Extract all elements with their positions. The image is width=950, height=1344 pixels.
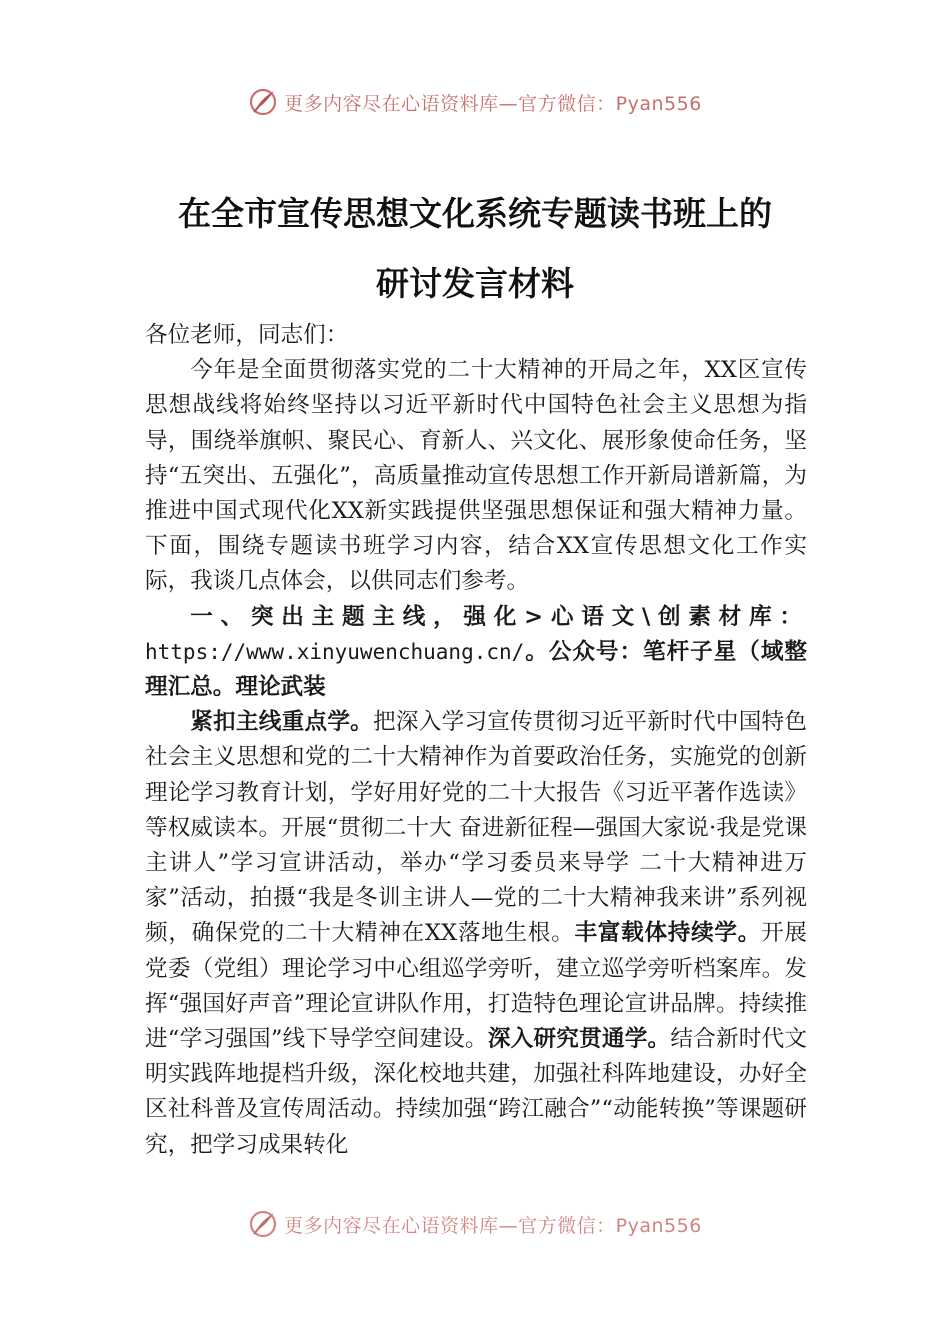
document-body xyxy=(145,318,807,1163)
watermark-header xyxy=(0,82,950,122)
paragraph-2 xyxy=(145,705,807,1163)
document-title-line-2: 研讨发言材料 xyxy=(376,264,574,303)
watermark-text: 更多内容尽在心语资料库—官方微信：Pyan556 xyxy=(284,1214,702,1237)
section-1-heading-end: 。公众号：笔杆子星（域整理汇总。理论武装 xyxy=(145,638,807,701)
paragraph-2-text-3: 结合新时代文明实践阵地提档升级，深化校地共建，加强社科阵地建设，办好全区社科普及宣传周活动。持续加强“跨江融合”“动能转换”等课题研究，把学习成果转化 xyxy=(145,1026,808,1158)
section-1-heading-url: https://www.xinyuwenchuang.cn/ xyxy=(145,639,525,664)
paragraph-2-text-2: 开展党委（党组）理论学习中心组巡学旁听，建立巡学旁听档案库。发挥“强国好声音”理论宣讲队作用，打造特色理论宣讲品牌。持续推进“学习强国”线下导学空间建设。 xyxy=(145,920,808,1053)
paragraph-2-lead-2: 丰富载体持续学。 xyxy=(574,920,762,947)
paragraph-2-text-1: 把深入学习宣传贯彻习近平新时代中国特色社会主义思想和党的二十大精神作为首要政治任务，实施党的创新理论学习教育计划，学好用好党的二十大报告《习近平著作选读》等权威读本。开展“贯彻二十大 奋进新征程—强国大家说·我是党课主讲人”学习宣讲活动，举办“学习委员来导学 二十大精神进万家”活动，拍摄“我是冬训主讲人—党的二十大精神我来讲”系列视频，确保党的二十大精神在XX落地生根。 xyxy=(145,709,808,947)
quill-logo-icon xyxy=(248,87,278,117)
document-title-line-1: 在全市宣传思想文化系统专题读书班上的 xyxy=(178,194,772,233)
quill-logo-icon xyxy=(248,1209,278,1239)
intro-paragraph: 今年是全面贯彻落实党的二十大精神的开局之年，XX区宣传思想战线将始终坚持以习近平新时代中国特色社会主义思想为指导，围绕举旗帜、聚民心、育新人、兴文化、展形象使命任务，坚持“五突出、五强化”，高质量推动宣传思想工作开新局谱新篇，为推进中国式现代化XX新实践提供坚强思想保证和强大精神力量。下面，围绕专题读书班学习内容，结合XX宣传思想文化工作实际，我谈几点体会，以供同志们参考。 xyxy=(145,357,807,595)
watermark-text: 更多内容尽在心语资料库—官方微信：Pyan556 xyxy=(284,92,702,115)
salutation: 各位老师，同志们： xyxy=(145,322,349,348)
section-1-heading-start: 一、突出主题主线，强化>心语文\创素材库： xyxy=(190,603,807,630)
paragraph-2-lead-3: 深入研究贯通学。 xyxy=(487,1026,671,1053)
paragraph-2-lead-1: 紧扣主线重点学。 xyxy=(190,709,374,736)
watermark-footer xyxy=(0,1204,950,1244)
section-1-heading xyxy=(145,600,807,706)
